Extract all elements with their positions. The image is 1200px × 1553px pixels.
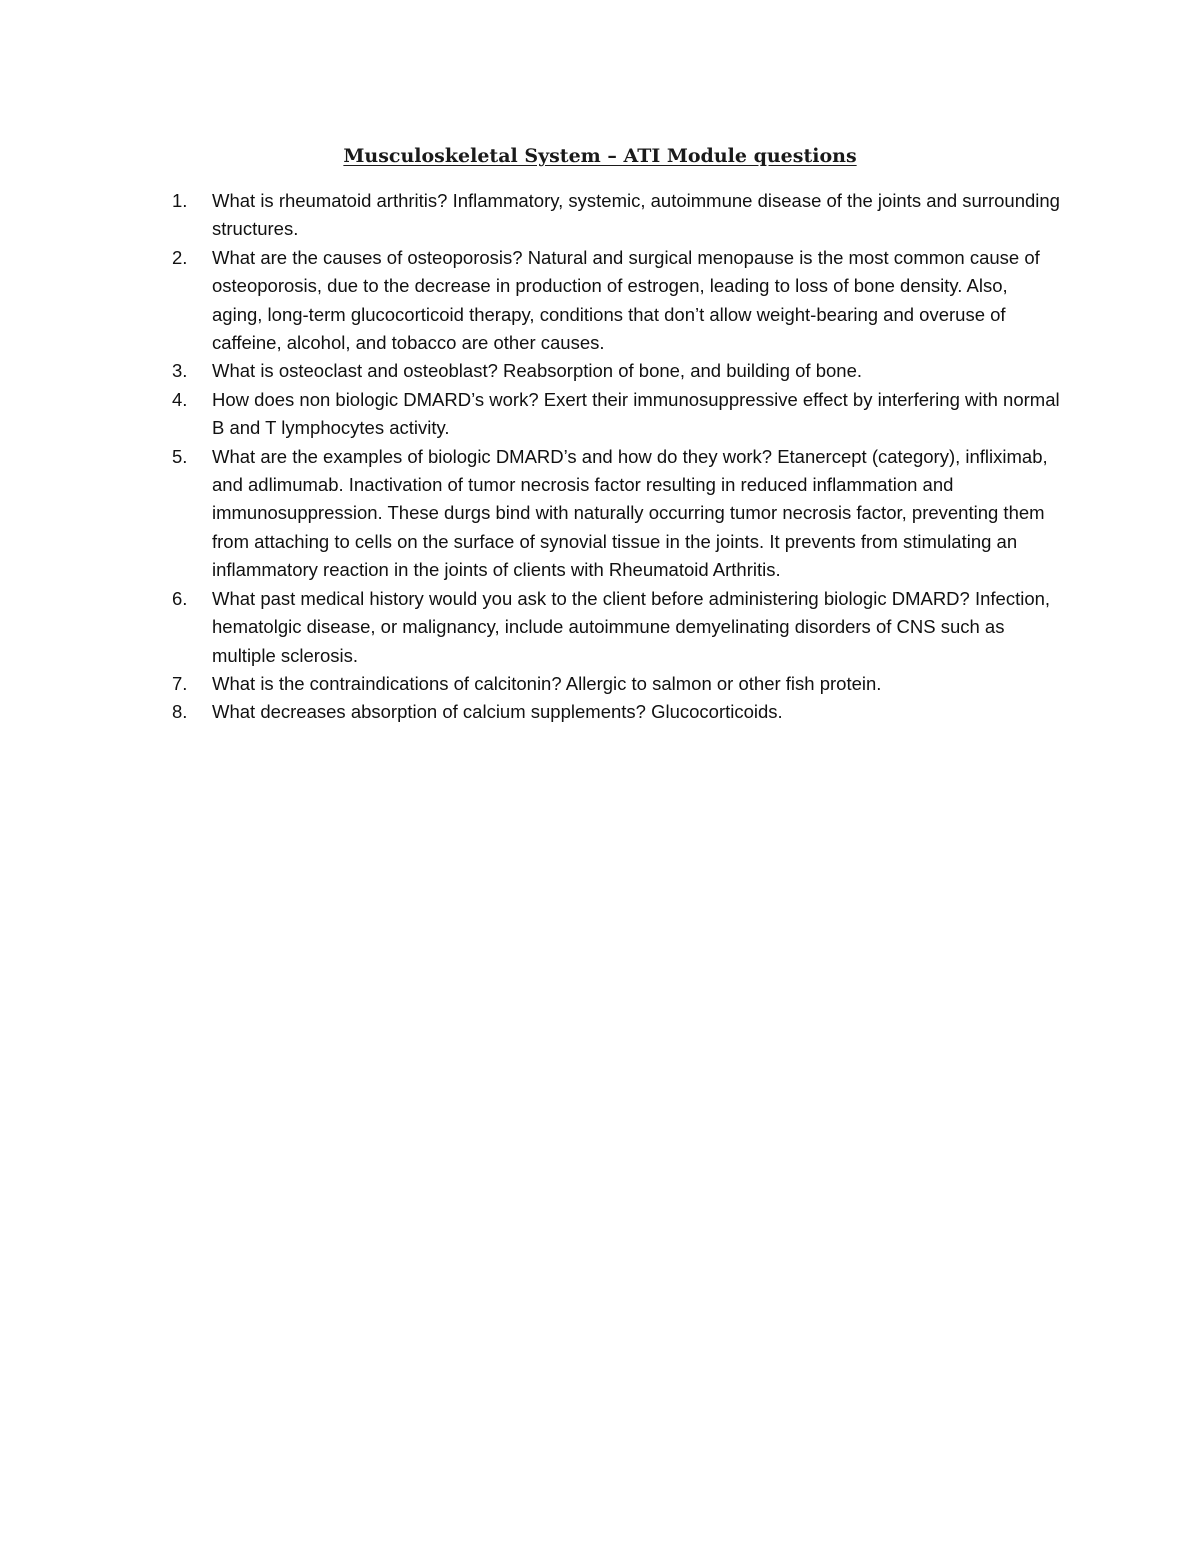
question-list xyxy=(172,187,1062,727)
question-number: 2. xyxy=(172,246,188,268)
question-text: What are the causes of osteoporosis? Natural and surgical menopause is the most common cause of osteoporosis, due to the decrease in production of estrogen, leading to loss of bone density. Also, aging, long-term glucocorticoid therapy, conditions that don’t allow weight-bearing and overuse of caffeine, alcohol, and tobacco are other causes. xyxy=(212,246,1040,354)
question-text: What is osteoclast and osteoblast? Reabsorption of bone, and building of bone. xyxy=(212,360,862,382)
question-number: 7. xyxy=(172,672,188,694)
question-number: 1. xyxy=(172,190,188,211)
question-text: What is rheumatoid arthritis? Inflammatory, systemic, autoimmune disease of the joints and surrounding structures. xyxy=(212,190,1060,240)
question-item xyxy=(172,187,1062,244)
question-number: 4. xyxy=(172,388,188,410)
question-number: 6. xyxy=(172,587,188,609)
question-item xyxy=(172,585,1062,670)
question-item xyxy=(172,670,1062,698)
question-text: What past medical history would you ask to the client before administering biologic DMARD? Infection, hematolgic disease, or malignancy, include autoimmune demyelinating disorders of CNS such as multiple sclerosis. xyxy=(212,587,1051,666)
question-number: 5. xyxy=(172,445,188,467)
question-item xyxy=(172,244,1062,358)
document-title: Musculoskeletal System – ATI Module questions xyxy=(343,145,857,167)
question-text: What decreases absorption of calcium supplements? Glucocorticoids. xyxy=(212,701,783,723)
question-item xyxy=(172,357,1062,385)
question-text: How does non biologic DMARD’s work? Exert their immunosuppressive effect by interfering with normal B and T lymphocytes activity. xyxy=(212,388,1060,439)
question-item xyxy=(172,443,1062,585)
question-number: 8. xyxy=(172,701,188,723)
question-text: What is the contraindications of calcitonin? Allergic to salmon or other fish protein. xyxy=(212,672,882,694)
question-item xyxy=(172,698,1062,726)
question-text: What are the examples of biologic DMARD’s and how do they work? Etanercept (category), infliximab, and adlimumab. Inactivation of tumor necrosis factor resulting in reduced inflammation and immunosuppression. These durgs bind with naturally occurring tumor necrosis factor, preventing them from attaching to cells on the surface of synovial tissue in the joints. It prevents from stimulating an inflammatory reaction in the joints of clients with Rheumatoid Arthritis. xyxy=(212,445,1048,581)
question-number: 3. xyxy=(172,360,188,382)
question-item xyxy=(172,386,1062,443)
